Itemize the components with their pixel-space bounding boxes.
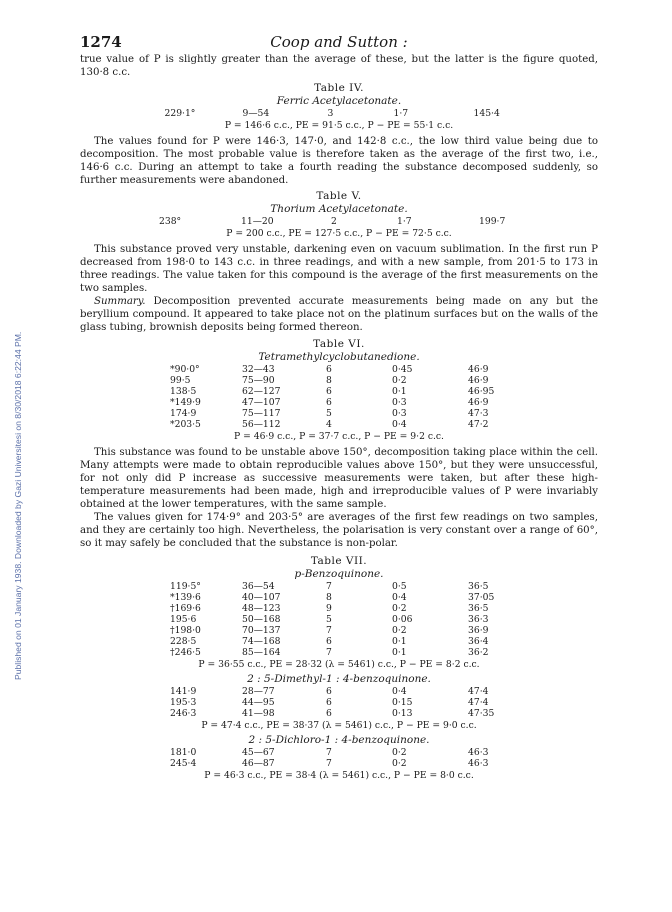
running-header xyxy=(80,33,598,55)
table6-title: Table VI. xyxy=(313,338,365,350)
table-cell: 7 xyxy=(326,647,332,658)
table-cell: 85—164 xyxy=(242,647,281,658)
table-cell: 36·3 xyxy=(468,614,489,625)
table-cell: 46·9 xyxy=(468,364,489,375)
table-cell: 9—54 xyxy=(242,108,270,119)
table-cell: 36—54 xyxy=(242,581,275,592)
table-cell: 36·5 xyxy=(468,603,489,614)
table-cell: 195·6 xyxy=(170,614,197,625)
table-cell: 0·4 xyxy=(392,686,407,697)
table-cell: 8 xyxy=(326,375,332,386)
table-cell: 0·5 xyxy=(392,581,407,592)
running-title: Coop and Sutton : xyxy=(270,33,408,51)
table-cell: 2 xyxy=(331,216,337,227)
table6-subtitle: Tetramethylcyclobutanedione. xyxy=(258,351,420,363)
table-cell: 0·13 xyxy=(392,708,413,719)
table-row xyxy=(170,747,508,758)
table5 xyxy=(159,216,519,227)
table-cell: *203·5 xyxy=(170,419,201,430)
table-cell: 44—95 xyxy=(242,697,275,708)
table-cell: 141·9 xyxy=(170,686,197,697)
table-cell: 0·2 xyxy=(392,625,407,636)
table-cell: 1·7 xyxy=(397,216,412,227)
table-cell: 99·5 xyxy=(170,375,191,386)
table-cell: 0·2 xyxy=(392,747,407,758)
table-cell: 6 xyxy=(326,386,332,397)
table-cell: 75—117 xyxy=(242,408,281,419)
table-cell: 47·2 xyxy=(468,419,489,430)
table-cell: 0·2 xyxy=(392,603,407,614)
table-row xyxy=(159,216,519,227)
table-row xyxy=(170,603,508,614)
table-row xyxy=(170,614,508,625)
table-cell: 7 xyxy=(326,581,332,592)
table6 xyxy=(170,364,508,430)
table-row xyxy=(170,581,508,592)
table-cell: 40—107 xyxy=(242,592,281,603)
table7-title: Table VII. xyxy=(310,555,368,567)
table-cell: 4 xyxy=(326,419,332,430)
table-cell: †246·5 xyxy=(170,647,201,658)
table-cell: 75—90 xyxy=(242,375,275,386)
table-row xyxy=(170,386,508,397)
table-row xyxy=(170,697,508,708)
table-cell: 0·1 xyxy=(392,386,407,397)
table-cell: 36·4 xyxy=(468,636,489,647)
table-cell: 41—98 xyxy=(242,708,275,719)
table-cell: 74—168 xyxy=(242,636,281,647)
table-cell: 5 xyxy=(326,614,332,625)
table4-title: Table IV. xyxy=(314,82,364,94)
table-cell: 1·7 xyxy=(393,108,409,119)
table-cell: †169·6 xyxy=(170,603,201,614)
summary-label: Summary. xyxy=(94,296,146,307)
table-row xyxy=(170,375,508,386)
table4-summary: P = 146·6 c.c., PE = 91·5 c.c., P − PE = 55·1 c.c. xyxy=(224,120,454,131)
table-cell: 62—127 xyxy=(242,386,281,397)
table-row xyxy=(170,408,508,419)
table-cell: 7 xyxy=(326,625,332,636)
table7-summary-1: P = 36·55 c.c., PE = 28·32 (λ = 5461) c.c., P − PE = 8·2 c.c. xyxy=(198,659,480,670)
table7-dichloro xyxy=(170,747,508,769)
table-row xyxy=(170,647,508,658)
table-cell: 45—67 xyxy=(242,747,275,758)
table-cell: 47·4 xyxy=(468,686,489,697)
table7-subtitle-2: 2 : 5-Dimethyl-1 : 4-benzoquinone. xyxy=(247,673,431,685)
table7-benzoquinone xyxy=(170,581,508,658)
table-cell: 0·45 xyxy=(392,364,413,375)
table-cell: 0·3 xyxy=(392,397,407,408)
table-cell: 0·2 xyxy=(392,758,407,769)
table-cell: 0·1 xyxy=(392,636,407,647)
table-cell: 181·0 xyxy=(170,747,197,758)
table-cell: 0·1 xyxy=(392,647,407,658)
table-cell: 32—43 xyxy=(242,364,275,375)
table-cell: 47—107 xyxy=(242,397,281,408)
table-row xyxy=(170,636,508,647)
table-cell: 36·2 xyxy=(468,647,489,658)
table-cell: 46·3 xyxy=(468,758,489,769)
table-cell: 0·06 xyxy=(392,614,413,625)
table-cell: 28—77 xyxy=(242,686,275,697)
table5-summary: P = 200 c.c., PE = 127·5 c.c., P − PE = 72·5 c.c. xyxy=(226,228,452,239)
table-cell: 138·5 xyxy=(170,386,197,397)
paragraph-4: The values given for 174·9° and 203·5° are averages of the first few readings on two samples, and they are certainly too high. Nevertheless, the polarisation is very constant over a range of 60°, so it may safely be concluded that the substance is non-polar. xyxy=(80,512,598,549)
table-row xyxy=(170,397,508,408)
table-cell: 5 xyxy=(326,408,332,419)
table-cell: 245·4 xyxy=(170,758,197,769)
table-cell: 11—20 xyxy=(241,216,274,227)
paragraph-3: This substance was found to be unstable above 150°, decomposition taking place within the cell. Many attempts were made to obtain reproducible values above 150°, but they were unsuccessful, for not only did P increase as successive measurements were taken, but after these high-temperature measurements had been made, high and irreproducible values of P were invariably obtained at the lower temperatures, with the same sample. xyxy=(80,447,598,510)
table-cell: 6 xyxy=(326,636,332,647)
table-cell: 46·9 xyxy=(468,375,489,386)
table-cell: 3 xyxy=(327,108,334,119)
table-row xyxy=(170,625,508,636)
table-cell: 46·3 xyxy=(468,747,489,758)
table-cell: 46—87 xyxy=(242,758,275,769)
table-cell: 36·5 xyxy=(468,581,489,592)
table7-summary-3: P = 46·3 c.c., PE = 38·4 (λ = 5461) c.c., P − PE = 8·0 c.c. xyxy=(204,770,474,781)
table4 xyxy=(165,108,514,119)
table-cell: 0·4 xyxy=(392,592,407,603)
paragraph-2: This substance proved very unstable, darkening even on vacuum sublimation. In the first run P decreased from 198·0 to 143 c.c. in three readings, and with a new sample, from 201·5 to 173 in three readings. The value taken for this compound is the average of the first measurements on the two samples. xyxy=(80,244,598,294)
table5-title: Table V. xyxy=(316,190,362,202)
table7-dimethyl xyxy=(170,686,508,719)
table-cell: 47·3 xyxy=(468,408,489,419)
table4-subtitle: Ferric Acetylacetonate. xyxy=(276,95,402,107)
table-cell: 145·4 xyxy=(473,108,500,119)
table-cell: 195·3 xyxy=(170,697,197,708)
table-cell: 36·9 xyxy=(468,625,489,636)
table-cell: 46·95 xyxy=(468,386,495,397)
table-row xyxy=(170,758,508,769)
table-cell: 47·4 xyxy=(468,697,489,708)
table-cell: 47·35 xyxy=(468,708,495,719)
table-cell: *139·6 xyxy=(170,592,201,603)
table-cell: 0·4 xyxy=(392,419,407,430)
summary-text: Decomposition prevented accurate measurements being made on any but the beryllium compound. It appeared to take place not on the platinum surfaces but on the walls of the glass tubing, brownish deposits being formed thereon. xyxy=(80,296,598,333)
table-row xyxy=(170,419,508,430)
paper-page xyxy=(80,33,598,782)
table-cell: 6 xyxy=(326,697,332,708)
table-cell: †198·0 xyxy=(170,625,201,636)
table-row xyxy=(170,708,508,719)
table-cell: 7 xyxy=(326,758,332,769)
table-cell: 6 xyxy=(326,364,332,375)
table7-subtitle-1: p-Benzoquinone. xyxy=(294,568,384,580)
table-cell: 0·3 xyxy=(392,408,407,419)
table-row xyxy=(170,686,508,697)
table-cell: 9 xyxy=(326,603,332,614)
table-cell: 228·5 xyxy=(170,636,197,647)
table-cell: 0·2 xyxy=(392,375,407,386)
table-cell: 229·1° xyxy=(164,108,196,119)
table5-subtitle: Thorium Acetylacetonate. xyxy=(270,203,408,215)
table-cell: 6 xyxy=(326,397,332,408)
table-cell: 8 xyxy=(326,592,332,603)
table-row xyxy=(170,364,508,375)
page-number: 1274 xyxy=(80,33,122,51)
table7-subtitle-3: 2 : 5-Dichloro-1 : 4-benzoquinone. xyxy=(248,734,430,746)
table-row xyxy=(170,592,508,603)
table-cell: 174·9 xyxy=(170,408,197,419)
table-row xyxy=(165,108,514,119)
download-watermark xyxy=(2,150,23,680)
intro-paragraph: true value of P is slightly greater than the average of these, but the latter is the figure quoted, 130·8 c.c. xyxy=(80,54,598,78)
table6-summary: P = 46·9 c.c., P = 37·7 c.c., P − PE = 9·2 c.c. xyxy=(234,431,444,442)
table-cell: 56—112 xyxy=(242,419,281,430)
table-cell: 246·3 xyxy=(170,708,197,719)
table-cell: 199·7 xyxy=(479,216,506,227)
table-cell: *90·0° xyxy=(170,364,200,375)
table7-summary-2: P = 47·4 c.c., PE = 38·37 (λ = 5461) c.c., P − PE = 9·0 c.c. xyxy=(201,720,477,731)
download-note: Published on 01 January 1938. Downloaded by Gazi Universitesi on 8/30/2018 6:22:44 PM. xyxy=(13,331,23,680)
table-cell: 37·05 xyxy=(468,592,495,603)
paragraph-1: The values found for P were 146·3, 147·0, and 142·8 c.c., the low third value being due to decomposition. The most probable value is therefore taken as the average of the first two, i.e., 146·6 c.c. During an attempt to take a fourth reading the substance decomposed suddenly, so further measurements were abandoned. xyxy=(80,136,598,186)
table-cell: 6 xyxy=(326,686,332,697)
table-cell: 0·15 xyxy=(392,697,413,708)
table-cell: *149·9 xyxy=(170,397,201,408)
summary-paragraph xyxy=(80,295,598,334)
table-cell: 48—123 xyxy=(242,603,281,614)
table-cell: 6 xyxy=(326,708,332,719)
table-cell: 119·5° xyxy=(170,581,201,592)
table-cell: 70—137 xyxy=(242,625,281,636)
table-cell: 46·9 xyxy=(468,397,489,408)
table-cell: 238° xyxy=(159,216,182,227)
table-cell: 50—168 xyxy=(242,614,281,625)
table-cell: 7 xyxy=(326,747,332,758)
